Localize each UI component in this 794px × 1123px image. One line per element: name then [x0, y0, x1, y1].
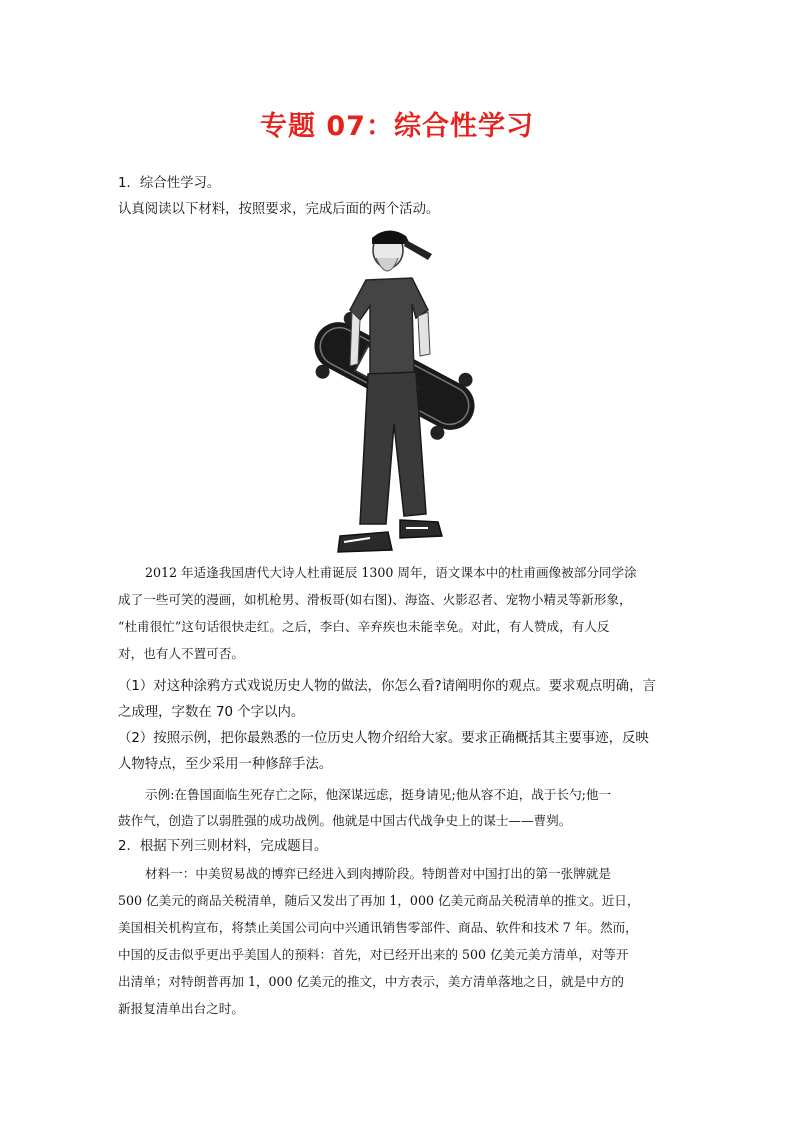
- task2-line-1: （2）按照示例，把你最熟悉的一位历史人物介绍给大家。要求正确概括其主要事迹，反映: [118, 731, 649, 746]
- material1-line-6: 新报复清单出台之时。: [118, 1001, 244, 1016]
- para1-line-1: 2012 年适逢我国唐代大诗人杜甫诞辰 1300 周年，语文课本中的杜甫画像被部分同学涂: [145, 565, 637, 580]
- example-line-1: 示例:在鲁国面临生死存亡之际，他深谋远虑，挺身请见;他从容不迫，战于长勺;他一: [145, 787, 612, 802]
- material1-line-2: 500 亿美元的商品关税清单，随后又发出了再加 1，000 亿美元商品关税清单的推文。近日，: [118, 893, 640, 908]
- material1-line-5: 出清单；对特朗普再加 1，000 亿美元的推文，中方表示，美方清单落地之日，就是中方的: [118, 974, 625, 989]
- example-line-2: 鼓作气，创造了以弱胜强的成功战例。他就是中国古代战争史上的谋士——曹刿。: [118, 813, 572, 828]
- task2-line-2: 人物特点，至少采用一种修辞手法。: [118, 757, 333, 772]
- q1-instruction: 认真阅读以下材料，按照要求，完成后面的两个活动。: [118, 202, 440, 217]
- task1-line-2: 之成理，字数在 70 个字以内。: [118, 705, 305, 720]
- material1-line-3: 美国相关机构宣布，将禁止美国公司向中兴通讯销售零部件、商品、软件和技术 7 年。然而，: [118, 920, 638, 935]
- du-fu-skateboard-illustration: [300, 224, 490, 559]
- material1-line-4: 中国的反击似乎更出乎美国人的预料：首先，对已经开出来的 500 亿美元美方清单，对等开: [118, 947, 629, 962]
- para1-line-2: 成了一些可笑的漫画，如机枪男、滑板哥(如右图)、海盗、火影忍者、宠物小精灵等新形象，: [118, 592, 632, 607]
- task1-line-1: （1）对这种涂鸦方式戏说历史人物的做法，你怎么看?请阐明你的观点。要求观点明确，言: [118, 679, 656, 694]
- para1-line-3: “杜甫很忙”这句话很快走红。之后，李白、辛弃疾也未能幸免。对此，有人赞成，有人反: [118, 619, 610, 634]
- q2-heading: 2．根据下列三则材料，完成题目。: [118, 839, 328, 854]
- para1-line-4: 对，也有人不置可否。: [118, 646, 244, 661]
- page-title: 专题 07：综合性学习: [260, 111, 534, 142]
- q1-heading: 1．综合性学习。: [118, 176, 221, 191]
- material1-line-1: 材料一：中美贸易战的博弈已经进入到肉搏阶段。特朗普对中国打出的第一张牌就是: [145, 866, 611, 881]
